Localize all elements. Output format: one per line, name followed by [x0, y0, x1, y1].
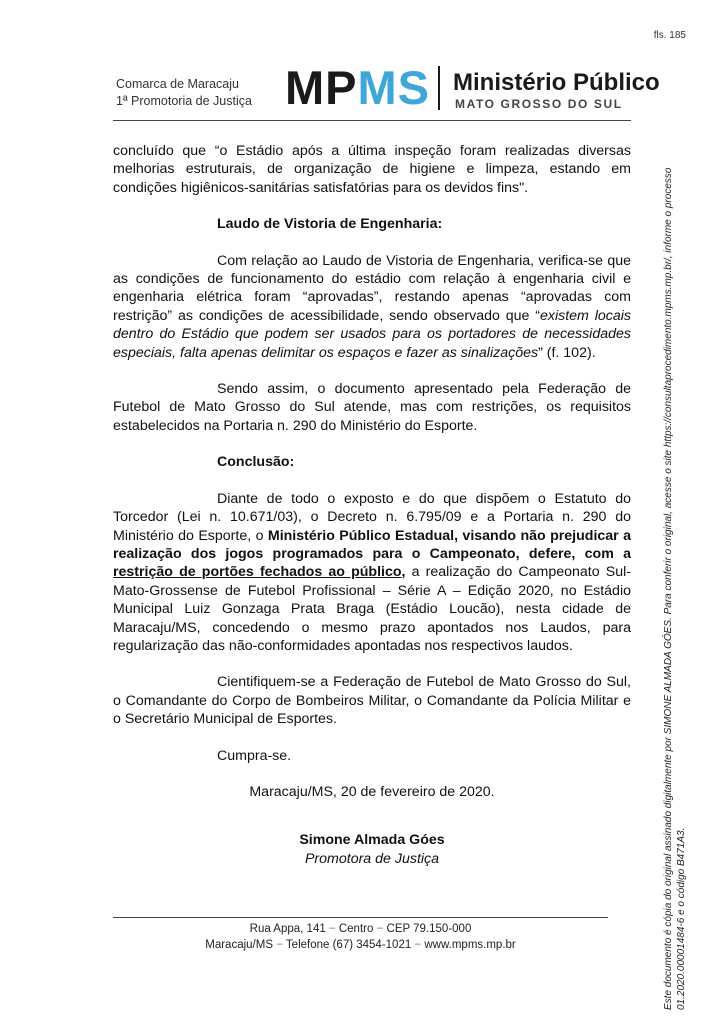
paragraph-4: Diante de todo o exposto e do que dispõem o Estatuto do Torcedor (Lei n. 10.671/03), o Decreto n. 6.795/09 e a Portaria n. 290 do Ministério do Esporte, o Ministério Público Estadual, visando não prejudicar a realização dos jogos programados para o Campeonato, defere, com a restrição de portões fechados ao público, a realização do Campeonato Sul-Mato-Grossense de Futebol Profissional – Série A – Edição 2020, no Estádio Municipal Luiz Gonzaga Prata Braga (Estádio Loucão), nesta cidade de Maracaju/MS, concedendo o mesmo prazo apontados nos Laudos, para regularização das não-conformidades apontadas nos respectivos laudos.: [113, 490, 631, 654]
org-line-1: Comarca de Maracaju: [116, 77, 239, 91]
heading-laudo-engenharia: Laudo de Vistoria de Engenharia:: [217, 216, 443, 233]
signature-title: Promotora de Justiça: [304, 850, 440, 867]
header-organization: [116, 76, 252, 110]
side-note-line-1: Este documento é cópia do original assinado digitalmente por SIMONE ALMADA GÓES. Para conferir o original, acesse o site https://consultaprocedimento.mpms.mp.br/, informe o processo: [663, 167, 674, 1010]
paragraph-1: concluído que “o Estádio após a última inspeção foram realizadas diversas melhorias estruturais, de organização de higiene e limpeza, estando em condições higiênicos-sanitárias satisfatórias para os devidos fins".: [113, 143, 631, 196]
footer-contact: Maracaju/MS − Telefone (67) 3454-1021 − www.mpms.mp.br: [205, 939, 516, 951]
page-number: fls. 185: [653, 30, 686, 41]
header-divider: [113, 120, 631, 121]
date-line: Maracaju/MS, 20 de fevereiro de 2020.: [249, 783, 495, 800]
logo-acronym-b: MS: [357, 61, 430, 114]
svg-text:MPMS: [285, 61, 430, 114]
logo-subtitle: MATO GROSSO DO SUL: [455, 97, 623, 111]
signature-name: Simone Almada Góes: [299, 832, 445, 849]
paragraph-2: Com relação ao Laudo de Vistoria de Engenharia, verifica-se que as condições de funcionamento do estádio com relação à engenharia civil e engenharia elétrica foram “aprovadas”, restando apenas “aprovadas com restrição” as condições de acessibilidade, sendo observado que “existem locais dentro do Estádio que podem ser usados para os portadores de necessidades especiais, falta apenas delimitar os espaços e fazer as sinalizações” (f. 102).: [113, 252, 631, 361]
quote-italic: existem locais dentro do Estádio que podem ser usados para os portadores de necessidades especiais, falta apenas delimitar os espaços e fazer as sinalizações: [113, 307, 631, 361]
restriction-underlined: restrição de portões fechados ao público: [113, 564, 402, 581]
footer-website: www.mpms.mp.br: [424, 939, 516, 951]
org-line-2: 1ª Promotoria de Justiça: [116, 94, 252, 108]
paragraph-3: Sendo assim, o documento apresentado pela Federação de Futebol de Mato Grosso do Sul atende, mas com restrições, os requisitos estabelecidos na Portaria n. 290 do Ministério do Esporte.: [113, 381, 631, 434]
logo-acronym-a: MP: [285, 61, 358, 114]
footer-divider: [113, 917, 608, 918]
mpms-logo: [285, 60, 665, 116]
side-note-line-2: 01.2020.00001484-6 e o código B471A3.: [676, 827, 687, 1010]
footer: [113, 921, 608, 953]
paragraph-6: Cumpra-se.: [217, 747, 292, 764]
paragraph-5: Cientifiquem-se a Federação de Futebol de Mato Grosso do Sul, o Comandante do Corpo de Bombeiros Militar, o Comandante da Polícia Militar e o Secretário Municipal de Esportes.: [113, 674, 631, 728]
digital-signature-note: [662, 150, 688, 1010]
footer-address: Rua Appa, 141 − Centro − CEP 79.150-000: [249, 923, 472, 935]
document-body: [113, 142, 631, 868]
heading-conclusao: Conclusão:: [217, 454, 295, 471]
logo-name: Ministério Público: [453, 69, 660, 96]
